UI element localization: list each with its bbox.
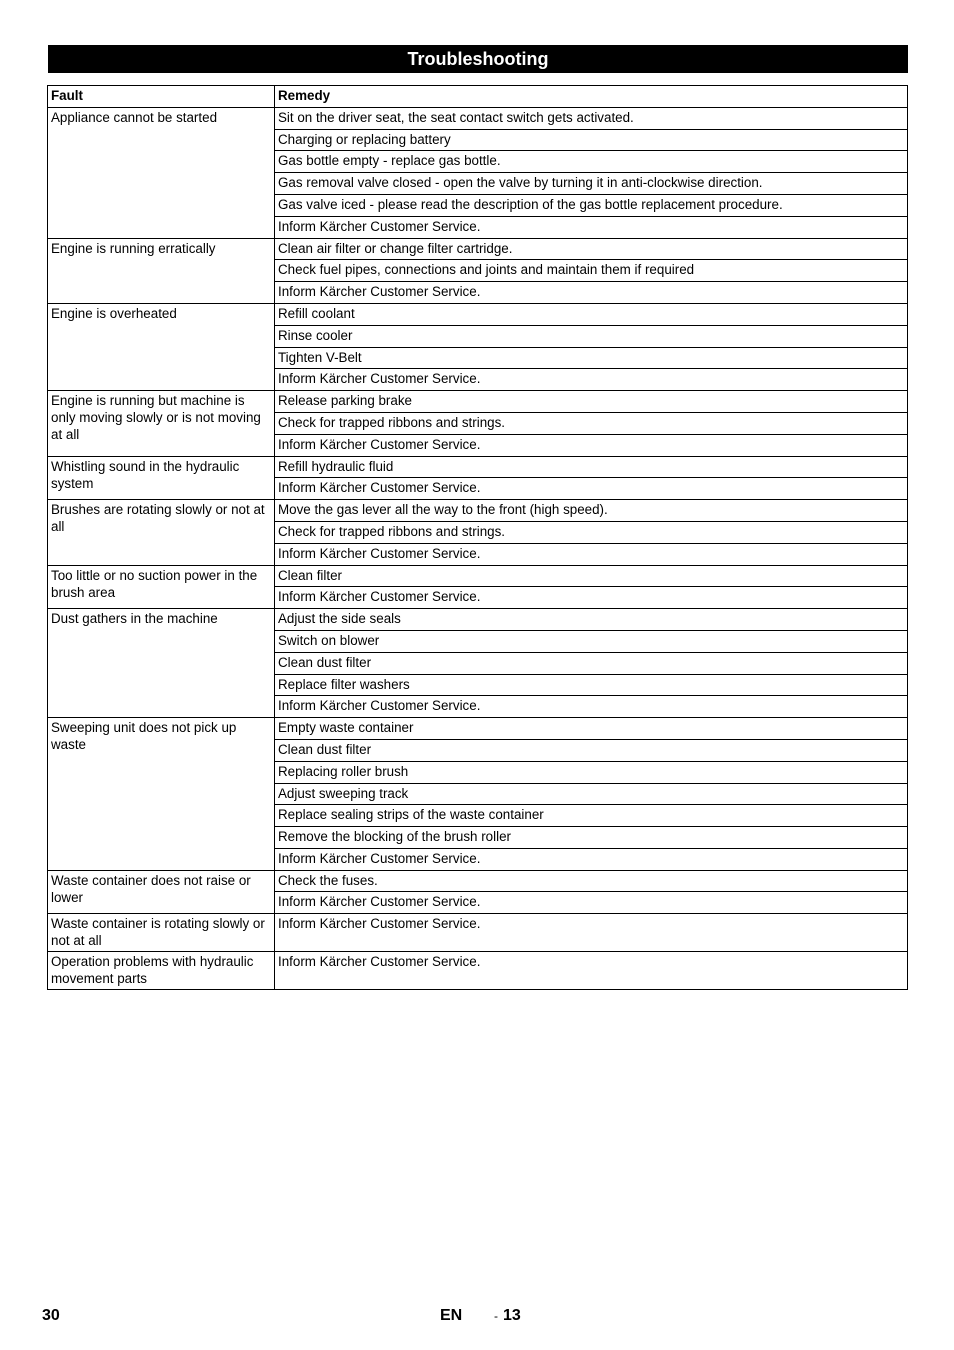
page-title: Troubleshooting [48, 45, 908, 73]
fault-cell: Sweeping unit does not pick up waste [48, 718, 275, 871]
fault-cell: Operation problems with hydraulic movement parts [48, 952, 275, 990]
table-row [48, 456, 908, 478]
remedy-cell: Adjust sweeping track [275, 783, 908, 805]
table-row [48, 870, 908, 892]
fault-cell: Whistling sound in the hydraulic system [48, 456, 275, 500]
table-row [48, 718, 908, 740]
remedy-cell: Empty waste container [275, 718, 908, 740]
remedy-cell: Switch on blower [275, 630, 908, 652]
remedy-cell: Inform Kärcher Customer Service. [275, 587, 908, 609]
remedy-cell: Inform Kärcher Customer Service. [275, 434, 908, 456]
remedy-cell: Gas removal valve closed - open the valve by turning it in anti-clockwise direction. [275, 173, 908, 195]
table-row [48, 565, 908, 587]
remedy-cell: Inform Kärcher Customer Service. [275, 914, 908, 952]
fault-cell: Waste container is rotating slowly or not at all [48, 914, 275, 952]
table-row [48, 914, 908, 952]
remedy-cell: Inform Kärcher Customer Service. [275, 952, 908, 990]
remedy-cell: Sit on the driver seat, the seat contact switch gets activated. [275, 107, 908, 129]
remedy-cell: Charging or replacing battery [275, 129, 908, 151]
fault-cell: Engine is running but machine is only moving slowly or is not moving at all [48, 391, 275, 456]
remedy-cell: Tighten V-Belt [275, 347, 908, 369]
remedy-cell: Rinse cooler [275, 325, 908, 347]
sub-page-separator: - [494, 1309, 498, 1323]
remedy-cell: Clean dust filter [275, 652, 908, 674]
remedy-cell: Gas bottle empty - replace gas bottle. [275, 151, 908, 173]
remedy-cell: Clean filter [275, 565, 908, 587]
remedy-cell: Refill hydraulic fluid [275, 456, 908, 478]
remedy-cell: Check the fuses. [275, 870, 908, 892]
table-header-row [48, 86, 908, 108]
remedy-cell: Move the gas lever all the way to the front (high speed). [275, 500, 908, 522]
sub-page-number [494, 1306, 521, 1326]
fault-cell: Too little or no suction power in the brush area [48, 565, 275, 609]
fault-cell: Dust gathers in the machine [48, 609, 275, 718]
fault-cell: Engine is overheated [48, 303, 275, 390]
remedy-cell: Inform Kärcher Customer Service. [275, 696, 908, 718]
table-row [48, 500, 908, 522]
remedy-cell: Check fuel pipes, connections and joints and maintain them if required [275, 260, 908, 282]
remedy-cell: Release parking brake [275, 391, 908, 413]
remedy-cell: Inform Kärcher Customer Service. [275, 216, 908, 238]
table-row [48, 952, 908, 990]
table-row [48, 609, 908, 631]
remedy-cell: Remove the blocking of the brush roller [275, 827, 908, 849]
table-body [48, 107, 908, 989]
table-row [48, 303, 908, 325]
remedy-cell: Replace filter washers [275, 674, 908, 696]
remedy-cell: Inform Kärcher Customer Service. [275, 848, 908, 870]
remedy-cell: Clean air filter or change filter cartridge. [275, 238, 908, 260]
fault-cell: Waste container does not raise or lower [48, 870, 275, 914]
fault-cell: Brushes are rotating slowly or not at all [48, 500, 275, 565]
sub-page-value: 13 [503, 1307, 521, 1324]
remedy-cell: Replacing roller brush [275, 761, 908, 783]
remedy-cell: Refill coolant [275, 303, 908, 325]
language-code: EN [440, 1307, 463, 1324]
remedy-cell: Gas valve iced - please read the description of the gas bottle replacement procedure. [275, 194, 908, 216]
troubleshooting-table [47, 85, 908, 990]
remedy-cell: Check for trapped ribbons and strings. [275, 412, 908, 434]
fault-cell: Appliance cannot be started [48, 107, 275, 238]
fault-column-header: Fault [48, 86, 275, 108]
page-number: 30 [42, 1307, 60, 1324]
table-row [48, 238, 908, 260]
fault-cell: Engine is running erratically [48, 238, 275, 303]
remedy-cell: Replace sealing strips of the waste container [275, 805, 908, 827]
remedy-cell: Inform Kärcher Customer Service. [275, 892, 908, 914]
remedy-cell: Check for trapped ribbons and strings. [275, 521, 908, 543]
table-row [48, 107, 908, 129]
remedy-cell: Inform Kärcher Customer Service. [275, 543, 908, 565]
remedy-cell: Adjust the side seals [275, 609, 908, 631]
remedy-cell: Inform Kärcher Customer Service. [275, 369, 908, 391]
remedy-cell: Clean dust filter [275, 739, 908, 761]
remedy-column-header: Remedy [275, 86, 908, 108]
remedy-cell: Inform Kärcher Customer Service. [275, 282, 908, 304]
table-row [48, 391, 908, 413]
remedy-cell: Inform Kärcher Customer Service. [275, 478, 908, 500]
